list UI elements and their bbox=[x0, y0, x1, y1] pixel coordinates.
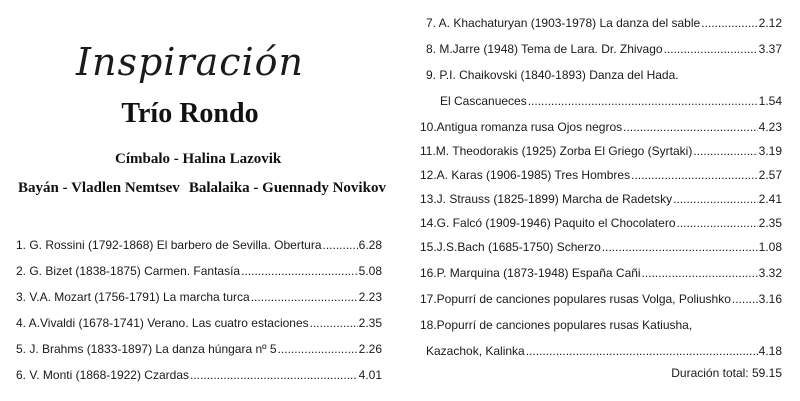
leader-dots bbox=[190, 368, 358, 382]
credit-balalaika: Balalaika - Guennady Novikov bbox=[188, 180, 386, 196]
track-time: 2.23 bbox=[358, 290, 382, 304]
track-18-line-1: 18.Popurrí de canciones populares rusas Katiusha, bbox=[420, 318, 693, 332]
credit-line-2 bbox=[18, 180, 386, 197]
leader-dots bbox=[732, 292, 758, 306]
track-title: 11.M. Theodorakis (1925) Zorba El Griego (Syrtaki) bbox=[420, 144, 693, 158]
leader-dots bbox=[664, 42, 758, 56]
leader-dots bbox=[310, 316, 358, 330]
track-time: 2.26 bbox=[358, 342, 382, 356]
track-11 bbox=[420, 144, 782, 158]
track-time: 3.19 bbox=[758, 144, 782, 158]
track-title: 4. A.Vivaldi (1678-1741) Verano. Las cuatro estaciones bbox=[16, 316, 309, 330]
right-panel bbox=[400, 0, 800, 401]
track-title: 6. V. Monti (1868-1922) Czardas bbox=[16, 368, 189, 382]
leader-dots bbox=[623, 120, 758, 134]
track-14 bbox=[420, 216, 782, 230]
track-12 bbox=[420, 168, 782, 182]
track-time: 2.12 bbox=[758, 16, 782, 30]
track-10 bbox=[420, 120, 782, 134]
credit-bayan: Bayán - Vladlen Nemtsev bbox=[18, 180, 180, 196]
leader-dots bbox=[701, 16, 757, 30]
track-title: Kazachok, Kalinka bbox=[426, 344, 525, 358]
track-16 bbox=[420, 266, 782, 280]
track-13 bbox=[420, 192, 782, 206]
track-time: 2.41 bbox=[758, 192, 782, 206]
track-9-line-1: 9. P.I. Chaikovski (1840-1893) Danza del Hada. bbox=[426, 68, 679, 82]
leader-dots bbox=[642, 266, 758, 280]
track-title: 7. A. Khachaturyan (1903-1978) La danza del sable bbox=[426, 16, 701, 30]
track-title: 17.Popurrí de canciones populares rusas Volga, Poliushko bbox=[420, 292, 731, 306]
leader-dots bbox=[677, 216, 758, 230]
track-title: 8. M.Jarre (1948) Tema de Lara. Dr. Zhivago bbox=[426, 42, 663, 56]
track-title: 5. J. Brahms (1833-1897) La danza húngara nº 5 bbox=[16, 342, 277, 356]
track-3 bbox=[16, 290, 382, 304]
total-duration: Duración total: 59.15 bbox=[671, 366, 782, 380]
leader-dots bbox=[528, 94, 758, 108]
track-time: 4.18 bbox=[758, 344, 782, 358]
track-1 bbox=[16, 238, 382, 252]
track-time: 2.35 bbox=[358, 316, 382, 330]
album-title: Inspiración bbox=[75, 40, 305, 84]
track-time: 4.01 bbox=[358, 368, 382, 382]
track-title: 13.J. Strauss (1825-1899) Marcha de Radetsky bbox=[420, 192, 673, 206]
track-8 bbox=[426, 42, 782, 56]
leader-dots bbox=[673, 192, 758, 206]
track-title: El Cascanueces bbox=[440, 94, 527, 108]
track-time: 5.08 bbox=[358, 264, 382, 278]
track-time: 1.54 bbox=[758, 94, 782, 108]
track-6 bbox=[16, 368, 382, 382]
track-17 bbox=[420, 292, 782, 306]
track-time: 6.28 bbox=[358, 238, 382, 252]
leader-dots bbox=[526, 344, 758, 358]
track-time: 3.32 bbox=[758, 266, 782, 280]
track-title: 16.P. Marquina (1873-1948) España Cañi bbox=[420, 266, 641, 280]
track-title: 14.G. Falcó (1909-1946) Paquito el Chocolatero bbox=[420, 216, 676, 230]
track-title: 12.A. Karas (1906-1985) Tres Hombres bbox=[420, 168, 631, 182]
track-title: 10.Antigua romanza rusa Ojos negros bbox=[420, 120, 623, 134]
leader-dots bbox=[602, 240, 758, 254]
track-title: 1. G. Rossini (1792-1868) El barbero de Sevilla. Obertura bbox=[16, 238, 322, 252]
leader-dots bbox=[241, 264, 358, 278]
track-7 bbox=[426, 16, 782, 30]
track-18-line-2 bbox=[426, 344, 782, 358]
track-time: 3.16 bbox=[758, 292, 782, 306]
track-4 bbox=[16, 316, 382, 330]
leader-dots bbox=[278, 342, 358, 356]
track-time: 2.35 bbox=[758, 216, 782, 230]
leader-dots bbox=[631, 168, 758, 182]
credit-cimbalo: Címbalo - Halina Lazovik bbox=[115, 151, 282, 167]
track-time: 1.08 bbox=[758, 240, 782, 254]
ensemble-name: Trío Rondo bbox=[121, 98, 259, 129]
track-time: 4.23 bbox=[758, 120, 782, 134]
leader-dots bbox=[693, 144, 757, 158]
leader-dots bbox=[251, 290, 358, 304]
track-title: 3. V.A. Mozart (1756-1791) La marcha turca bbox=[16, 290, 250, 304]
track-9-line-2 bbox=[440, 94, 782, 108]
leader-dots bbox=[323, 238, 358, 252]
track-title: 15.J.S.Bach (1685-1750) Scherzo bbox=[420, 240, 601, 254]
track-5 bbox=[16, 342, 382, 356]
track-15 bbox=[420, 240, 782, 254]
track-2 bbox=[16, 264, 382, 278]
track-title: 2. G. Bizet (1838-1875) Carmen. Fantasía bbox=[16, 264, 241, 278]
track-time: 3.37 bbox=[758, 42, 782, 56]
track-time: 2.57 bbox=[758, 168, 782, 182]
